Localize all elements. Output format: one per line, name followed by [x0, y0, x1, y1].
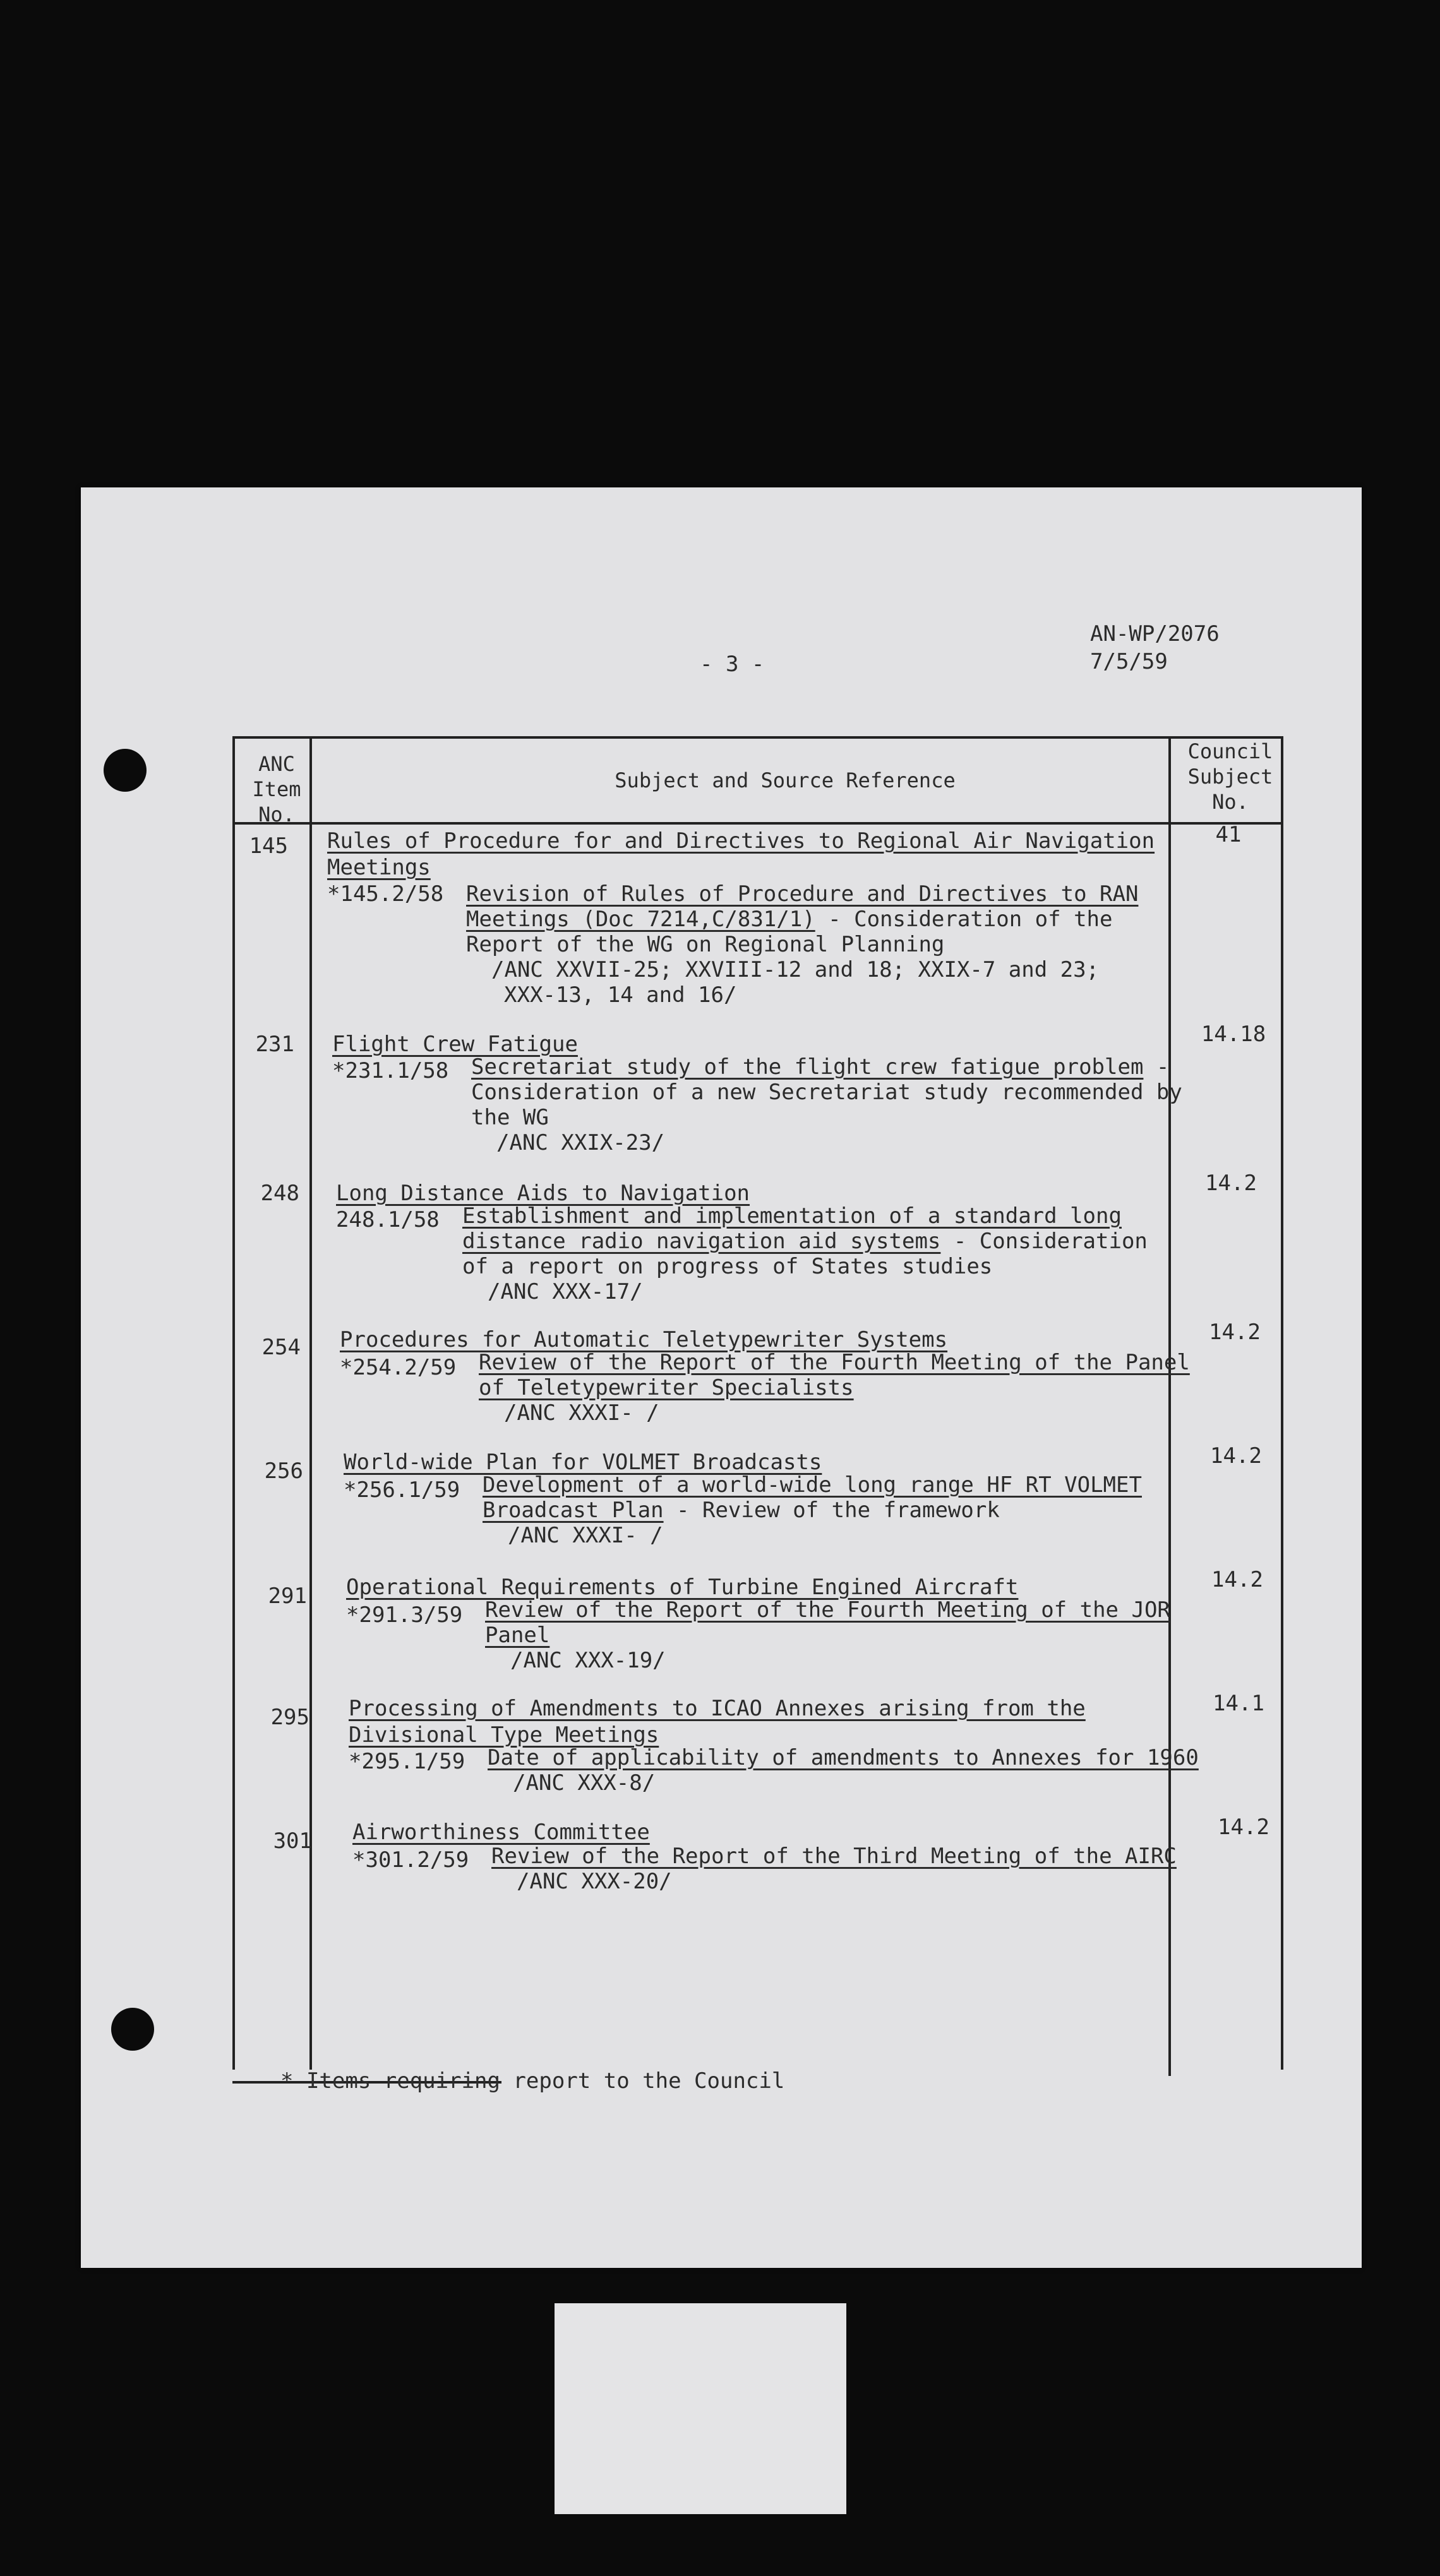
item-number: 295 — [270, 1705, 309, 1730]
subitem-number: *295.1/59 — [349, 1749, 465, 1774]
page-number: - 3 - — [700, 652, 765, 677]
subitem-number: *254.2/59 — [340, 1355, 457, 1380]
document-date: 7/5/59 — [1090, 649, 1168, 674]
header-anc-item: ANC Item No. — [252, 752, 301, 826]
council-number: 14.2 — [1211, 1567, 1263, 1592]
subitem-text: Panel — [485, 1623, 550, 1648]
subitem-number: *231.1/58 — [332, 1058, 449, 1083]
subitem-number: *145.2/58 — [327, 881, 444, 907]
subitem-title: Establishment and implementation of a standard long — [462, 1203, 1122, 1229]
source-reference: XXX-13, 14 and 16/ — [504, 982, 737, 1008]
header-council-subject: Council Subject No. — [1187, 739, 1273, 814]
subitem-text: of Teletypewriter Specialists — [479, 1375, 854, 1400]
subitem-number: *301.2/59 — [352, 1847, 469, 1873]
subitem-title: Date of applicability of amendments to Annexes for 1960 — [488, 1745, 1199, 1770]
subitem-number: *256.1/59 — [344, 1477, 460, 1503]
subitem-title: Secretariat study of the flight crew fatigue problem - — [471, 1054, 1170, 1080]
table-left-border — [232, 736, 235, 2070]
source-reference: /ANC XXX-19/ — [510, 1648, 666, 1673]
subitem-text: Meetings (Doc 7214,C/831/1) - Consideration of the — [466, 907, 1113, 932]
council-number: 14.18 — [1201, 1022, 1266, 1047]
source-reference: /ANC XXIX-23/ — [496, 1130, 665, 1155]
punch-hole — [111, 2008, 154, 2051]
source-reference: /ANC XXX-20/ — [517, 1869, 672, 1894]
council-number: 14.1 — [1213, 1691, 1264, 1716]
subitem-text: of a report on progress of States studies — [462, 1254, 993, 1279]
source-reference: /ANC XXVII-25; XXVIII-12 and 18; XXIX-7 and 23; — [491, 957, 1100, 982]
subitem-number: *291.3/59 — [346, 1602, 463, 1628]
subitem-text: Consideration of a new Secretariat study recommended by — [471, 1080, 1182, 1105]
punch-hole — [104, 749, 147, 792]
item-title: Operational Requirements of Turbine Engined Aircraft — [346, 1575, 1019, 1600]
item-title: Meetings — [327, 855, 431, 880]
document-number: AN-WP/2076 — [1090, 621, 1220, 647]
item-number: 145 — [249, 833, 288, 859]
item-number: 248 — [260, 1181, 299, 1206]
item-title: Rules of Procedure for and Directives to Regional Air Navigation — [327, 828, 1155, 854]
subitem-text: the WG — [471, 1105, 549, 1130]
subitem-title: Revision of Rules of Procedure and Directives to RAN — [466, 881, 1139, 907]
item-number: 256 — [264, 1458, 303, 1484]
subitem-title: Development of a world-wide long range HF RT VOLMET — [483, 1472, 1142, 1498]
source-reference: /ANC XXXI- / — [504, 1400, 659, 1426]
council-number: 14.2 — [1218, 1815, 1269, 1840]
source-reference: /ANC XXXI- / — [508, 1523, 663, 1548]
document-page — [81, 487, 1362, 2268]
subitem-title: Review of the Report of the Fourth Meeting of the JOR — [485, 1597, 1170, 1623]
item-title: Long Distance Aids to Navigation — [336, 1181, 750, 1206]
council-number: 14.2 — [1209, 1320, 1261, 1345]
source-reference: /ANC XXX-17/ — [488, 1279, 643, 1304]
item-number: 231 — [255, 1032, 294, 1057]
council-number: 41 — [1215, 822, 1242, 847]
blank-card — [555, 2303, 846, 2514]
item-title: Processing of Amendments to ICAO Annexes arising from the — [349, 1696, 1086, 1721]
subitem-text: distance radio navigation aid systems - Consideration — [462, 1229, 1148, 1254]
table-right-border — [1281, 736, 1283, 2070]
table-col-divider-1 — [309, 736, 312, 2070]
footnote: * Items requiring report to the Council — [280, 2068, 785, 2094]
item-number: 254 — [261, 1335, 301, 1360]
council-number: 14.2 — [1210, 1443, 1262, 1469]
table-header-divider — [232, 822, 1283, 825]
subitem-title: Review of the Report of the Fourth Meeting of the Panel — [479, 1350, 1190, 1375]
subitem-text: Broadcast Plan - Review of the framework — [483, 1498, 1000, 1523]
source-reference: /ANC XXX-8/ — [513, 1770, 656, 1796]
table-top-border — [232, 736, 1283, 739]
subitem-text: Report of the WG on Regional Planning — [466, 932, 945, 957]
item-title: Divisional Type Meetings — [349, 1722, 659, 1748]
item-title: Flight Crew Fatigue — [332, 1032, 578, 1057]
item-title: World-wide Plan for VOLMET Broadcasts — [344, 1450, 822, 1475]
council-number: 14.2 — [1205, 1171, 1257, 1196]
table-col-divider-2 — [1168, 736, 1171, 2076]
item-number: 291 — [268, 1583, 307, 1609]
document-reference — [1090, 620, 1220, 676]
item-number: 301 — [273, 1828, 312, 1854]
item-title: Airworthiness Committee — [352, 1820, 650, 1845]
subitem-title: Review of the Report of the Third Meeting of the AIRC — [491, 1844, 1177, 1869]
header-subject: Subject and Source Reference — [615, 768, 956, 792]
subitem-number: 248.1/58 — [336, 1207, 440, 1232]
item-title: Procedures for Automatic Teletypewriter Systems — [340, 1327, 948, 1352]
